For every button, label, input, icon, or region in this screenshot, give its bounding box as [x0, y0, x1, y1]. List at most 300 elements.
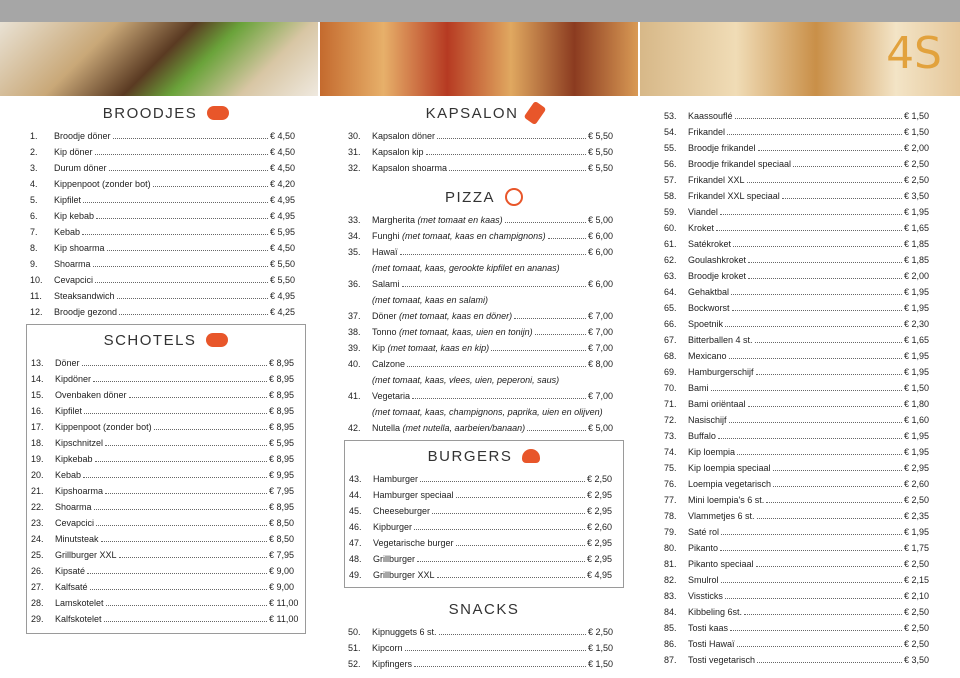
item-name: Kebab [55, 470, 82, 480]
item-price: € 1,95 [904, 287, 930, 297]
item-number: 37. [348, 311, 361, 321]
item-number: 68. [664, 351, 677, 361]
item-price: € 1,65 [904, 335, 930, 345]
item-price: € 8,95 [269, 406, 295, 416]
item-number: 17. [31, 422, 44, 432]
dot-leader [82, 365, 267, 366]
item-name: Kipfilet [55, 406, 83, 416]
item-name: Kipkebab [55, 454, 93, 464]
dot-leader [748, 278, 902, 279]
item-price: € 1,85 [904, 239, 930, 249]
item-price: € 2,95 [587, 538, 613, 548]
menu-item [30, 222, 302, 238]
item-name: Kibbeling 6st. [688, 607, 743, 617]
item-number: 65. [664, 303, 677, 313]
item-name-group [55, 518, 94, 529]
item-name-group [55, 614, 102, 625]
dot-leader [405, 650, 586, 651]
item-name: Frikandel XXL [688, 175, 745, 185]
item-name: Grillburger [373, 554, 416, 564]
menu-item [664, 506, 936, 522]
item-name: Grillburger XXL [373, 570, 435, 580]
item-price: € 7,00 [588, 343, 614, 353]
item-number: 51. [348, 643, 361, 653]
item-price: € 4,25 [270, 307, 296, 317]
menu-item [664, 282, 936, 298]
menu-item [348, 242, 620, 258]
item-price: € 2,60 [587, 522, 613, 532]
menu-item [664, 266, 936, 282]
item-price: € 2,35 [904, 511, 930, 521]
item-number: 87. [664, 655, 677, 665]
item-price: € 6,00 [588, 247, 614, 257]
menu-item [664, 426, 936, 442]
item-name-group [688, 335, 753, 346]
menu-item [348, 226, 620, 242]
menu-item [31, 449, 301, 465]
menu-item [348, 322, 620, 338]
menu-item [349, 565, 619, 581]
dot-leader [748, 406, 902, 407]
item-number: 13. [31, 358, 44, 368]
item-price: € 2,50 [904, 607, 930, 617]
item-description: (met tomaat, kaas en kip) [387, 343, 490, 353]
menu-item [30, 286, 302, 302]
item-number: 7. [30, 227, 38, 237]
item-name-group [372, 231, 546, 242]
item-name-group [688, 127, 725, 138]
dot-leader [95, 282, 268, 283]
item-price: € 2,10 [904, 591, 930, 601]
dish-icon [206, 333, 228, 347]
dot-leader [96, 525, 267, 526]
item-price: € 2,50 [904, 159, 930, 169]
item-name: Kebab [54, 227, 81, 237]
menu-item [664, 346, 936, 362]
menu-item [348, 638, 620, 654]
dot-leader [119, 314, 268, 315]
item-name-group [688, 287, 729, 298]
item-name: Kipcorn [372, 643, 403, 653]
item-name: Calzone [372, 359, 406, 369]
item-name-group [372, 423, 525, 434]
dot-leader [414, 666, 586, 667]
item-list [349, 469, 619, 581]
item-name: Hamburger [373, 474, 419, 484]
section-title [348, 596, 620, 622]
dot-leader [439, 634, 586, 635]
section-title [31, 327, 301, 353]
item-number: 47. [349, 538, 362, 548]
item-number: 1. [30, 131, 38, 141]
dot-leader [729, 422, 902, 423]
menu-item [348, 622, 620, 638]
item-name: Salami [372, 279, 400, 289]
item-number: 55. [664, 143, 677, 153]
item-name-group [372, 643, 403, 654]
item-number: 42. [348, 423, 361, 433]
menu-column-1 [26, 100, 306, 634]
item-price: € 1,95 [904, 447, 930, 457]
item-price: € 11,00 [269, 614, 299, 624]
item-name: Vegetaria [372, 391, 411, 401]
item-number: 34. [348, 231, 361, 241]
item-number: 35. [348, 247, 361, 257]
item-name: Vlammetjes 6 st. [688, 511, 755, 521]
item-name-group [688, 559, 754, 570]
dot-leader [437, 577, 585, 578]
item-name-group [373, 570, 435, 581]
item-number: 15. [31, 390, 44, 400]
menu-item [31, 353, 301, 369]
menu-item [31, 529, 301, 545]
item-number: 41. [348, 391, 361, 401]
item-name: Viandel [688, 207, 718, 217]
item-price: € 4,95 [270, 211, 296, 221]
item-price: € 4,50 [270, 147, 296, 157]
item-name-group [688, 383, 709, 394]
item-number: 70. [664, 383, 677, 393]
item-price: € 8,95 [269, 422, 295, 432]
dot-leader [84, 413, 267, 414]
menu-item [349, 501, 619, 517]
item-price: € 8,95 [269, 358, 295, 368]
item-number: 46. [349, 522, 362, 532]
item-name-group [372, 391, 410, 402]
item-name: Hamburger speciaal [373, 490, 454, 500]
item-name: Bami oriëntaal [688, 399, 746, 409]
photo-pizza [320, 22, 638, 96]
menu-item [349, 469, 619, 485]
item-name-group [54, 259, 91, 270]
menu-item [664, 650, 936, 666]
item-name-group [688, 575, 719, 586]
item-number: 32. [348, 163, 361, 173]
item-number: 27. [31, 582, 44, 592]
item-price: € 8,95 [269, 390, 295, 400]
item-number: 20. [31, 470, 44, 480]
item-name-group [688, 319, 723, 330]
item-price: € 5,00 [588, 423, 614, 433]
menu-item [30, 142, 302, 158]
dot-leader [773, 486, 902, 487]
dot-leader [117, 298, 268, 299]
item-price: € 9,00 [269, 582, 295, 592]
menu-item [348, 274, 620, 290]
item-price: € 2,15 [904, 575, 930, 585]
dot-leader [109, 170, 268, 171]
item-number: 58. [664, 191, 677, 201]
item-name-group [373, 538, 454, 549]
menu-item [348, 306, 620, 322]
item-number: 25. [31, 550, 44, 560]
item-number: 82. [664, 575, 677, 585]
dot-leader [716, 230, 902, 231]
item-number: 22. [31, 502, 44, 512]
item-number: 3. [30, 163, 38, 173]
menu-item [664, 170, 936, 186]
item-name-group [688, 607, 742, 618]
menu-item [30, 270, 302, 286]
item-name-group [54, 179, 151, 190]
item-price: € 4,95 [270, 291, 296, 301]
item-number: 2. [30, 147, 38, 157]
menu-item [349, 485, 619, 501]
item-number: 59. [664, 207, 677, 217]
menu-item [664, 490, 936, 506]
item-number: 44. [349, 490, 362, 500]
item-price: € 1,50 [904, 127, 930, 137]
dot-leader [535, 334, 586, 335]
menu-item [30, 254, 302, 270]
dot-leader [748, 262, 902, 263]
item-name-group [688, 351, 727, 362]
dot-leader [449, 170, 586, 171]
top-bar [0, 0, 960, 22]
item-price: € 2,50 [904, 175, 930, 185]
dot-leader [407, 366, 586, 367]
item-number: 11. [30, 291, 42, 301]
menu-item [31, 385, 301, 401]
menu-item [31, 513, 301, 529]
item-name-group [688, 367, 754, 378]
item-price: € 7,00 [588, 327, 614, 337]
dot-leader [747, 182, 902, 183]
item-name: Saté rol [688, 527, 720, 537]
item-name: Broodje frikandel speciaal [688, 159, 792, 169]
item-name-group [54, 275, 93, 286]
item-price: € 2,95 [904, 463, 930, 473]
item-number: 86. [664, 639, 677, 649]
menu-item [664, 298, 936, 314]
item-name-group [54, 131, 111, 142]
menu-item [664, 618, 936, 634]
dot-leader [420, 481, 585, 482]
item-name-group [54, 243, 105, 254]
item-name-group [372, 311, 512, 322]
dot-leader [731, 294, 902, 295]
item-price: € 1,80 [904, 399, 930, 409]
menu-item [30, 174, 302, 190]
dot-leader [711, 390, 902, 391]
item-sub-description [348, 290, 620, 306]
menu-item [664, 410, 936, 426]
item-number: 48. [349, 554, 362, 564]
item-name: Vegetarische burger [373, 538, 454, 548]
item-name-group [55, 502, 92, 513]
dot-leader [83, 202, 268, 203]
menu-item [31, 481, 301, 497]
item-number: 36. [348, 279, 361, 289]
item-number: 72. [664, 415, 677, 425]
item-name: Goulashkroket [688, 255, 747, 265]
item-name: Nasischijf [688, 415, 727, 425]
brand-logo: 4S [886, 28, 942, 79]
menu-item [664, 218, 936, 234]
menu-item [664, 522, 936, 538]
item-number: 24. [31, 534, 44, 544]
item-name-group [688, 623, 728, 634]
item-name-group [373, 554, 415, 565]
menu-item [664, 602, 936, 618]
menu-item [31, 497, 301, 513]
item-name-group [688, 447, 735, 458]
menu-item [664, 378, 936, 394]
item-name: Shoarma [54, 259, 91, 269]
item-list [348, 126, 620, 174]
item-number: 12. [30, 307, 43, 317]
item-name-group [688, 479, 771, 490]
menu-item [664, 330, 936, 346]
item-price: € 2,50 [904, 639, 930, 649]
item-name-group [373, 490, 454, 501]
dot-leader [733, 246, 902, 247]
dot-leader [432, 513, 585, 514]
item-name-group [688, 639, 735, 650]
dot-leader [720, 550, 902, 551]
item-sub-text: (met tomaat, kaas, gerookte kipfilet en ananas) [372, 263, 560, 273]
item-name-group [688, 223, 714, 234]
item-name-group [688, 111, 733, 122]
dot-leader [737, 646, 902, 647]
item-sub-description [348, 258, 620, 274]
menu-item [348, 142, 620, 158]
menu-item [349, 533, 619, 549]
item-price: € 7,95 [269, 550, 295, 560]
item-name-group [688, 463, 771, 474]
dot-leader [730, 630, 902, 631]
item-name: Bockworst [688, 303, 730, 313]
item-price: € 5,95 [270, 227, 296, 237]
item-price: € 11,00 [269, 598, 299, 608]
item-number: 9. [30, 259, 38, 269]
item-name: Shoarma [55, 502, 92, 512]
item-number: 10. [30, 275, 43, 285]
item-name-group [688, 543, 718, 554]
item-name: Steaksandwich [54, 291, 115, 301]
item-name: Loempia vegetarisch [688, 479, 772, 489]
dot-leader [113, 138, 268, 139]
item-name: Pikanto [688, 543, 719, 553]
dot-leader [96, 218, 268, 219]
menu-item [30, 190, 302, 206]
item-number: 77. [664, 495, 677, 505]
dot-leader [417, 561, 585, 562]
item-name: Broodje frikandel [688, 143, 756, 153]
dot-leader [82, 234, 268, 235]
item-number: 6. [30, 211, 38, 221]
item-number: 31. [348, 147, 361, 157]
item-price: € 1,75 [904, 543, 930, 553]
item-name-group [688, 511, 755, 522]
dot-leader [725, 326, 902, 327]
item-number: 23. [31, 518, 44, 528]
item-name: Vissticks [688, 591, 723, 601]
item-price: € 2,50 [904, 559, 930, 569]
item-number: 14. [31, 374, 44, 384]
item-sub-text: (met tomaat, kaas, champignons, paprika, uien en olijven) [372, 407, 603, 417]
item-price: € 3,50 [904, 191, 930, 201]
menu-item [31, 465, 301, 481]
dot-leader [766, 502, 902, 503]
dot-leader [727, 134, 902, 135]
item-name-group [54, 163, 107, 174]
item-price: € 1,50 [588, 659, 614, 669]
menu-item [664, 138, 936, 154]
item-name-group [372, 131, 435, 142]
item-name: Kip döner [54, 147, 93, 157]
item-price: € 2,60 [904, 479, 930, 489]
menu-column-3 [664, 106, 936, 666]
item-number: 56. [664, 159, 677, 169]
dot-leader [119, 557, 267, 558]
item-name: Kipfingers [372, 659, 413, 669]
item-price: € 5,95 [269, 438, 295, 448]
item-price: € 1,85 [904, 255, 930, 265]
item-number: 84. [664, 607, 677, 617]
dot-leader [721, 534, 902, 535]
item-name: Kipschnitzel [55, 438, 104, 448]
item-name-group [688, 255, 746, 266]
item-name-group [372, 343, 489, 354]
menu-item [664, 154, 936, 170]
item-price: € 2,95 [587, 490, 613, 500]
item-number: 19. [31, 454, 44, 464]
section-snacks-continued [664, 106, 936, 666]
dot-leader [105, 493, 267, 494]
item-name: Kapsalon shoarma [372, 163, 448, 173]
item-name: Kipnuggets 6 st. [372, 627, 437, 637]
item-name-group [372, 279, 400, 290]
item-price: € 2,50 [904, 623, 930, 633]
item-name: Durum döner [54, 163, 107, 173]
item-description: (met nutella, aarbeien/banaan) [402, 423, 526, 433]
dot-leader [90, 589, 267, 590]
item-name-group [55, 390, 127, 401]
item-price: € 7,00 [588, 391, 614, 401]
item-number: 74. [664, 447, 677, 457]
item-price: € 1,95 [904, 527, 930, 537]
item-name: Kroket [688, 223, 715, 233]
item-name: Satékroket [688, 239, 732, 249]
section-title [349, 443, 619, 469]
item-name: Kippenpoot (zonder bot) [55, 422, 152, 432]
menu-item [31, 593, 301, 609]
dot-leader [456, 545, 585, 546]
item-price: € 9,95 [269, 470, 295, 480]
item-name-group [54, 307, 117, 318]
item-name-group [372, 327, 533, 338]
item-price: € 2,30 [904, 319, 930, 329]
item-number: 62. [664, 255, 677, 265]
menu-item [348, 418, 620, 434]
item-name: Margherita [372, 215, 416, 225]
item-number: 66. [664, 319, 677, 329]
item-name-group [372, 215, 503, 226]
menu-item [664, 570, 936, 586]
menu-item [664, 394, 936, 410]
burger-icon [522, 449, 540, 463]
menu-item [31, 609, 301, 625]
dot-leader [732, 310, 902, 311]
item-price: € 5,50 [588, 131, 614, 141]
dot-leader [758, 150, 902, 151]
item-price: € 8,95 [269, 454, 295, 464]
item-name: Kipsaté [55, 566, 86, 576]
item-name-group [55, 534, 99, 545]
item-name-group [372, 359, 405, 370]
item-sub-text: (met tomaat, kaas, vlees, uien, peperoni, saus) [372, 375, 560, 385]
